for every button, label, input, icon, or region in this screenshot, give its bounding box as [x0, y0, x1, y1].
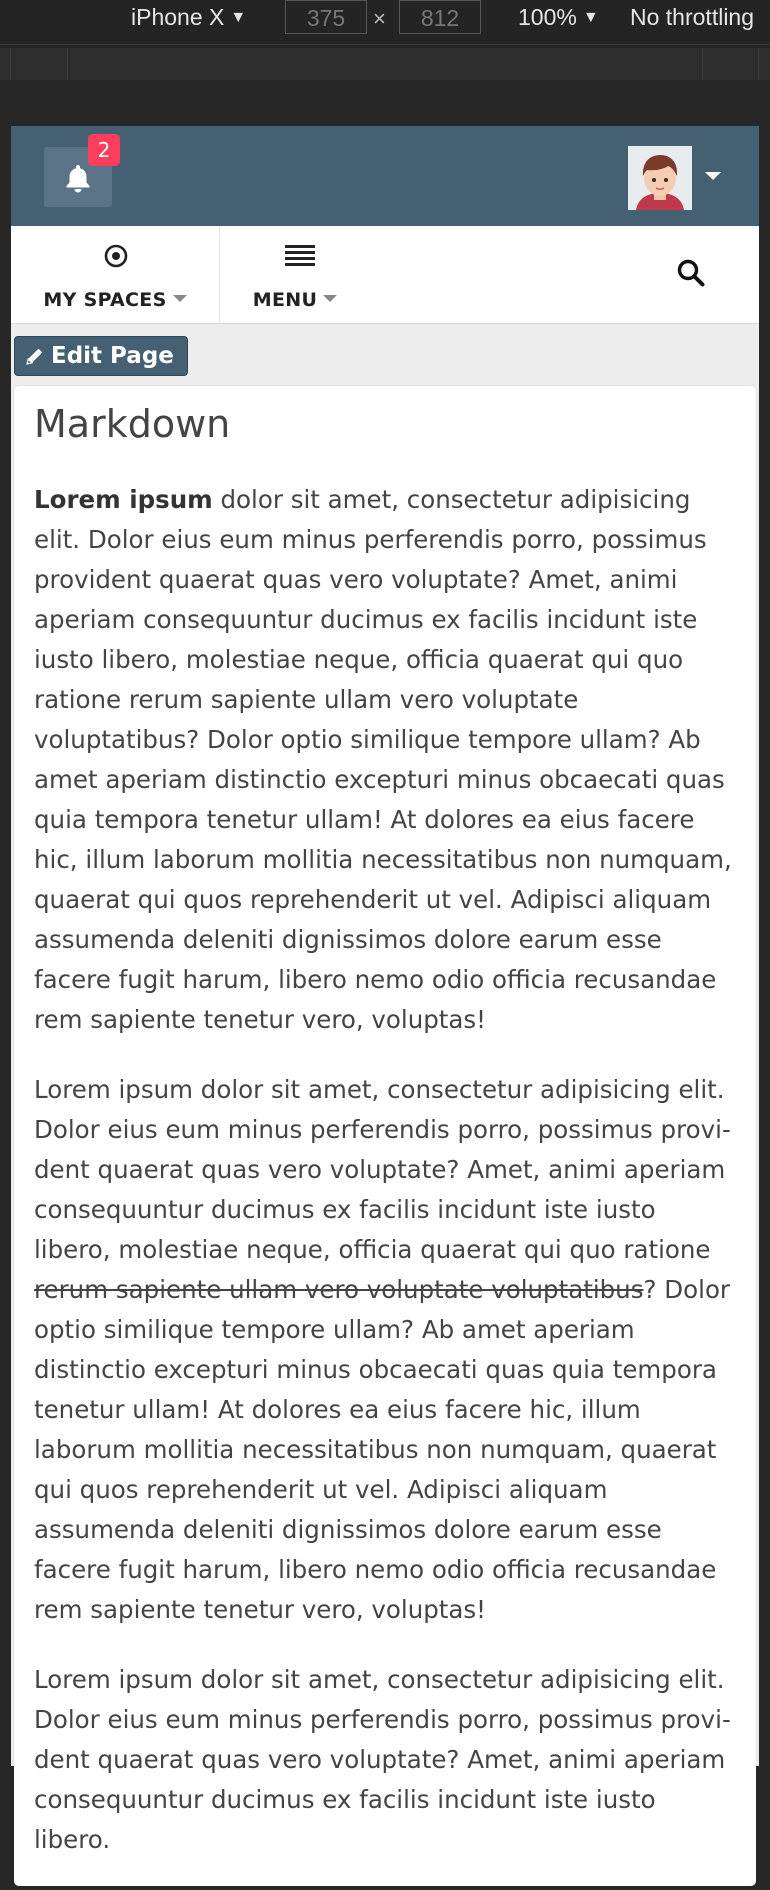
- paragraph: [34, 480, 739, 1040]
- viewport-width-input[interactable]: 375: [285, 0, 367, 34]
- page-title: Markdown: [34, 402, 231, 446]
- viewport-height-input[interactable]: 812: [399, 0, 481, 34]
- nav-menu-label: MENU: [252, 289, 318, 311]
- top-bar: [11, 126, 759, 226]
- user-menu-caret-icon[interactable]: [705, 172, 721, 180]
- user-avatar-icon: [628, 146, 692, 210]
- media-query-ruler: [0, 48, 770, 80]
- caret-down-icon: ▼: [582, 9, 599, 26]
- caret-down-icon: [323, 295, 337, 302]
- target-icon: [104, 244, 128, 268]
- paragraph: Lorem ipsum dolor sit amet, consectetur adipisicing elit. Dolor eius eum minus perferendis porro, possimus provident quaerat quas vero voluptate? Amet, animi aperiam consequuntur ducimus ex facilis incidunt iste iusto libero.: [34, 1665, 731, 1854]
- article-body: [34, 480, 739, 1890]
- times-icon: ×: [373, 6, 386, 31]
- phone-viewport: [11, 126, 759, 1854]
- pencil-icon: [25, 346, 45, 366]
- bell-icon: [64, 163, 92, 193]
- search-icon: [676, 258, 706, 288]
- avatar[interactable]: [628, 146, 692, 210]
- bold-text: Lorem ipsum: [34, 485, 213, 514]
- paragraph-text: dolor sit amet, consectetur adipisicing elit. Dolor eius eum minus perferendis porro, possimus provident quaerat quas vero voluptate? Amet, animi aperiam consequuntur ducimus ex facilis incidunt iste iusto libero, molestiae neque, officia quaerat qui quo ratione rerum sapiente ullam vero voluptate voluptatibus? Dolor optio similique tempore ullam? Ab amet aperiam distinctio excepturi minus obcaecati quas quia tempora tenetur ullam! At dolores ea eius facere hic, illum laborum mollitia necessitatibus non numquam, quaerat qui quos reprehenderit ut vel. Adipisci aliquam assumenda deleniti dignissimos dolore earum esse facere fugit harum, libero nemo odio officia recusandae rem sapiente tenetur vero, voluptas!: [34, 485, 732, 1034]
- main-nav: [11, 226, 759, 324]
- nav-my-spaces[interactable]: [11, 226, 220, 323]
- caret-down-icon: [173, 295, 187, 302]
- caret-down-icon: ▼: [230, 9, 247, 26]
- devtools-device-toolbar: [0, 0, 770, 45]
- paragraph: [34, 1070, 739, 1630]
- list-icon: [285, 244, 315, 270]
- device-select[interactable]: [131, 4, 246, 31]
- device-name: iPhone X: [131, 4, 225, 30]
- strikethrough-text: rerum sapiente ullam vero voluptate voluptatibus: [34, 1275, 644, 1304]
- paragraph-text: Lorem ipsum dolor sit amet, consectetur adipisicing elit. Dolor eius eum minus perferendis porro, possimus provident quaerat quas vero voluptate? Amet, animi aperiam consequuntur ducimus ex facilis incidunt iste iusto libero, molestiae neque, officia quaerat qui quo ratione: [34, 1075, 731, 1264]
- zoom-select[interactable]: [518, 4, 599, 31]
- content-card: [14, 386, 756, 1886]
- zoom-value: 100%: [518, 4, 577, 30]
- throttling-select[interactable]: No throttling: [630, 4, 755, 30]
- edit-page-button[interactable]: [14, 336, 188, 376]
- edit-page-label: Edit Page: [51, 343, 174, 369]
- search-button[interactable]: [676, 258, 706, 292]
- nav-my-spaces-label: MY SPACES: [43, 289, 167, 311]
- notification-badge: 2: [88, 134, 120, 166]
- paragraph-text: ? Dolor optio similique tempore ullam? Ab amet aperiam distinctio excepturi minus obcaecati quas quia tempora tenetur ullam! At dolores ea eius facere hic, illum laborum mollitia necessitatibus non numquam, quaerat qui quos reprehenderit ut vel. Adipisci aliquam assumenda deleniti dignissimos dolore earum esse facere fugit harum, libero nemo odio officia recusandae rem sapiente tenetur vero, voluptas!: [34, 1275, 730, 1624]
- nav-menu[interactable]: [220, 226, 370, 323]
